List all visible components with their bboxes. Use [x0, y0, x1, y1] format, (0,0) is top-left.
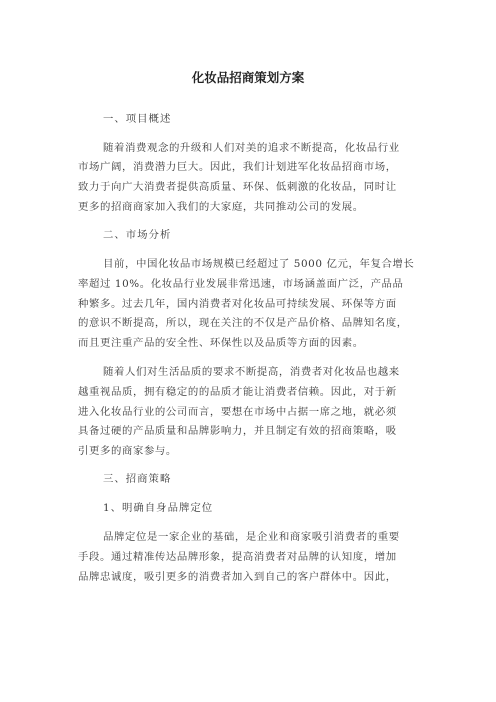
- text-line: 率超过 10%。化妆品行业发展非常迅速，市场涵盖面广泛，产品品: [78, 278, 404, 290]
- text-line: 目前，中国化妆品市场规模已经超过了 5000 亿元，年复合增长: [103, 258, 415, 270]
- text-line: 市场广阔，消费潜力巨大。因此，我们计划进军化妆品招商市场，: [78, 161, 397, 173]
- text-line: 品牌忠诚度，吸引更多的消费者加入到自己的客户群体中。因此，: [78, 571, 397, 583]
- section-heading-market: 二、市场分析: [103, 229, 172, 241]
- text-line: 品牌定位是一家企业的基础，是企业和商家吸引消费者的重要: [103, 531, 400, 543]
- text-line: 的意识不断提高，所以，现在关注的不仅是产品价格、品牌知名度，: [78, 317, 408, 329]
- text-line: 手段。通过精准传达品牌形象，提高消费者对品牌的认知度，增加: [78, 551, 397, 563]
- text-line: 越重视品质，拥有稳定的的品质才能让消费者信赖。因此，对于新: [78, 386, 397, 398]
- document-title: 化妆品招商策划方案: [191, 70, 305, 85]
- text-line: 随着消费观念的升级和人们对美的追求不断提高，化妆品行业: [103, 142, 400, 154]
- text-line: 进入化妆品行业的公司而言，要想在市场中占据一席之地，就必须: [78, 406, 397, 418]
- text-line: 引更多的商家参与。: [78, 445, 177, 457]
- text-line: 而且更注重产品的安全性、环保性以及品质等方面的因素。: [78, 337, 364, 349]
- text-line: 随着人们对生活品质的要求不断提高，消费者对化妆品也越来: [103, 366, 400, 378]
- text-line: 具备过硬的产品质量和品牌影响力，并且制定有效的招商策略，吸: [78, 425, 397, 437]
- text-line: 种繁多。过去几年，国内消费者对化妆品可持续发展、环保等方面: [78, 298, 397, 310]
- section-heading-strategy: 三、招商策略: [103, 473, 172, 485]
- text-line: 更多的招商商家加入我们的大家庭，共同推动公司的发展。: [78, 201, 364, 213]
- text-line: 致力于向广大消费者提供高质量、环保、低刺激的化妆品，同时让: [78, 181, 397, 193]
- subsection-heading-brand: 1、明确自身品牌定位: [103, 502, 214, 514]
- section-heading-overview: 一、项目概述: [103, 113, 172, 125]
